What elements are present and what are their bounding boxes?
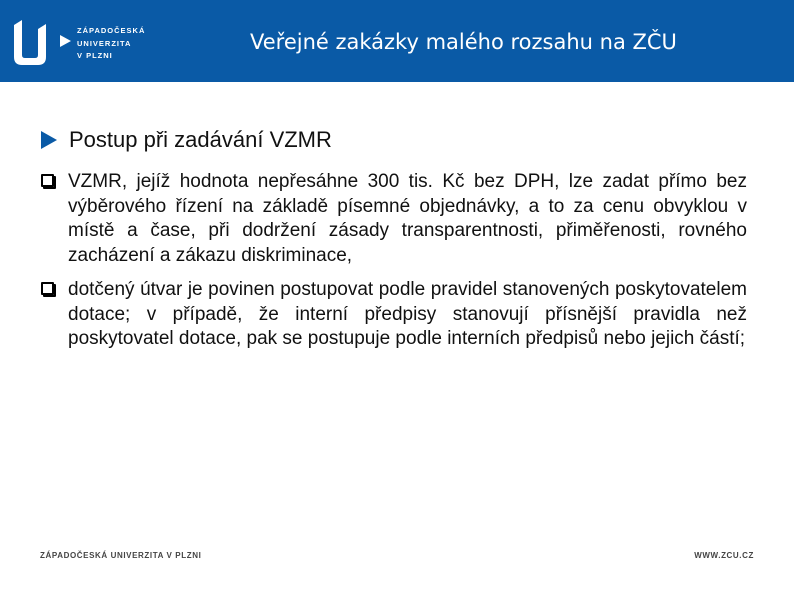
- footer-university-name: ZÁPADOČESKÁ UNIVERZITA V PLZNI: [40, 551, 202, 560]
- section-heading-text: Postup při zadávání VZMR: [69, 127, 332, 152]
- footer-website-link[interactable]: WWW.ZCU.CZ: [694, 551, 754, 560]
- header-bar: [0, 0, 794, 82]
- slide-title: Veřejné zakázky malého rozsahu na ZČU: [250, 30, 677, 54]
- play-arrow-icon: [40, 130, 58, 150]
- bullet-text: VZMR, jejíž hodnota nepřesáhne 300 tis. Kč bez DPH, lze zadat přímo bez výběrového řízení na základě písemné objednávky, a to za cenu obvyklou v místě a čase, při dodržení zásady transparentnosti, přiměřenosti, rovného zacházení a zákazu diskriminace,: [68, 171, 747, 266]
- logo-line: ZÁPADOČESKÁ: [77, 26, 146, 35]
- university-logo-text: [77, 25, 145, 63]
- logo-arrow-icon: [60, 35, 71, 47]
- bullet-item: [41, 170, 747, 268]
- university-logo-icon: [11, 17, 49, 67]
- logo-line: V PLZNI: [77, 51, 113, 60]
- bullet-text: dotčený útvar je povinen postupovat podle pravidel stanovených poskytovatelem dotace; v případě, že interní předpisy stanovují přísnější pravidla než poskytovatel dotace, pak se postupuje podle interních předpisů nebo jejich částí;: [68, 279, 747, 349]
- section-heading: [40, 127, 332, 153]
- logo-line: UNIVERZITA: [77, 38, 132, 48]
- checkbox-square-icon: [41, 174, 54, 187]
- bullet-list: [41, 170, 747, 362]
- checkbox-square-icon: [41, 282, 54, 295]
- bullet-item: [41, 278, 747, 352]
